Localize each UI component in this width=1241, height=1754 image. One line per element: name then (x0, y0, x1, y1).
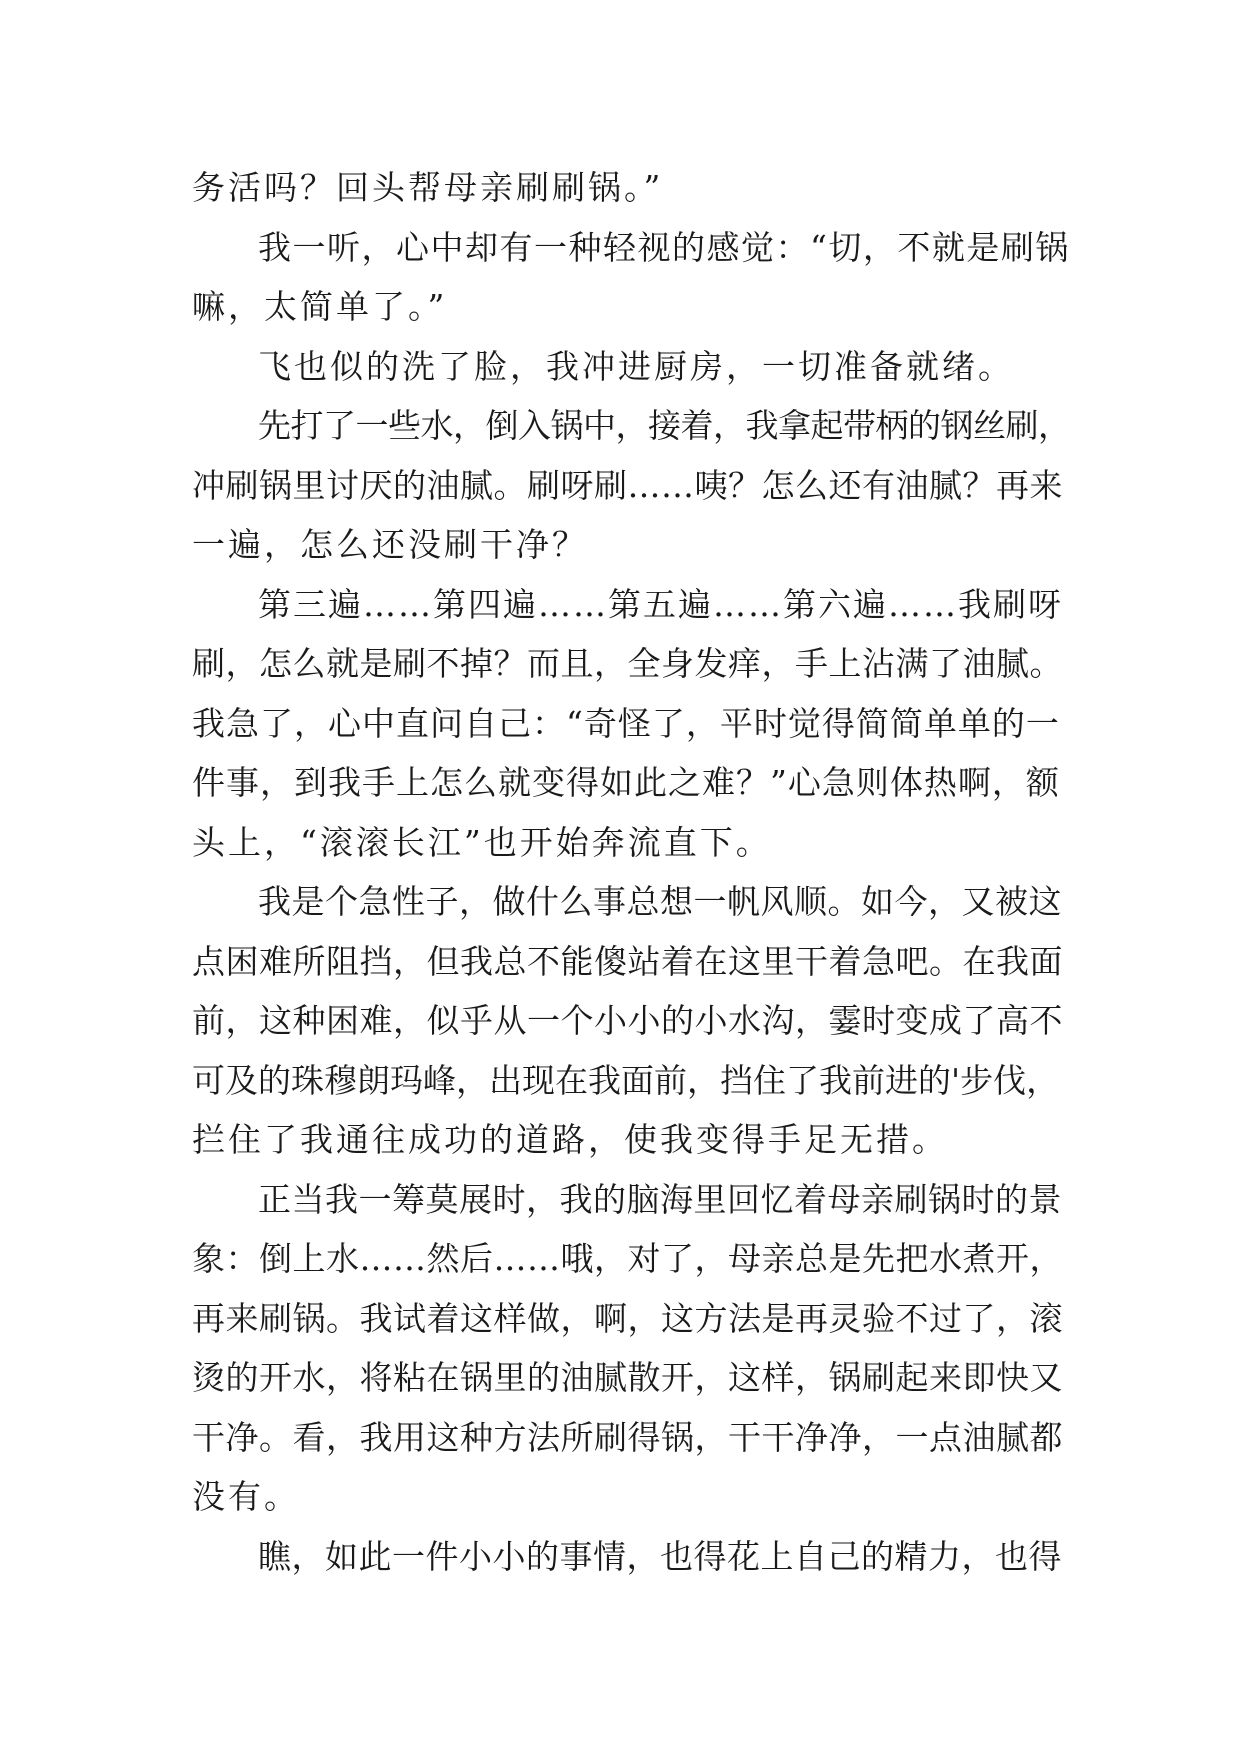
text-line: 正当我一筹莫展时，我的脑海里回忆着母亲刷锅时的景 (258, 1179, 1062, 1219)
text-line: 我一听，心中却有一种轻视的感觉：“切，不就是刷锅 (258, 227, 1070, 267)
text-line: 象：倒上水……然后……哦，对了，母亲总是先把水煮开， (192, 1239, 1063, 1278)
text-line: 第三遍……第四遍……第五遍……第六遍……我刷呀 (258, 584, 1063, 624)
text-line: 先打了一些水，倒入锅中，接着，我拿起带柄的钢丝刷， (258, 406, 1071, 445)
text-line: 可及的珠穆朗玛峰，出现在我面前，挡住了我前进的'步伐， (192, 1060, 1060, 1100)
text-line: 干净。看，我用这种方法所刷得锅，干干净净，一点油腻都 (192, 1417, 1063, 1457)
text-line: 瞧，如此一件小小的事情，也得花上自己的精力，也得 (258, 1536, 1062, 1576)
body-text (192, 158, 1072, 1586)
text-line: 嘛，太简单了。” (192, 287, 448, 326)
text-line: 点困难所阻挡，但我总不能傻站着在这里干着急吧。在我面 (192, 941, 1063, 981)
text-line: 再来刷锅。我试着这样做，啊，这方法是再灵验不过了，滚 (192, 1298, 1063, 1338)
text-line: 我急了，心中直问自己：“奇怪了，平时觉得简简单单的一 (192, 703, 1060, 743)
text-line: 头上，“滚滚长江”也开始奔流直下。 (192, 822, 772, 862)
text-line: 一遍，怎么还没刷干净？ (192, 525, 588, 564)
text-line: 我是个急性子，做什么事总想一帆风顺。如今，又被这 (258, 882, 1062, 921)
text-line: 件事，到我手上怎么就变得如此之难？”心急则体热啊，额 (192, 763, 1060, 802)
text-line: 烫的开水，将粘在锅里的油腻散开，这样，锅刷起来即快又 (192, 1358, 1063, 1397)
text-line: 务活吗？回头帮母亲刷刷锅。” (192, 168, 664, 207)
text-line: 刷，怎么就是刷不掉？而且，全身发痒，手上沾满了油腻。 (192, 644, 1063, 683)
text-line: 冲刷锅里讨厌的油腻。刷呀刷……咦？怎么还有油腻？再来 (192, 465, 1063, 505)
text-line: 飞也似的洗了脸，我冲进厨房，一切准备就绪。 (258, 346, 1014, 386)
text-line: 没有。 (192, 1477, 300, 1516)
text-line: 拦住了我通往成功的道路，使我变得手足无措。 (192, 1120, 948, 1159)
text-line: 前，这种困难，似乎从一个小小的小水沟，霎时变成了高不 (192, 1001, 1063, 1040)
